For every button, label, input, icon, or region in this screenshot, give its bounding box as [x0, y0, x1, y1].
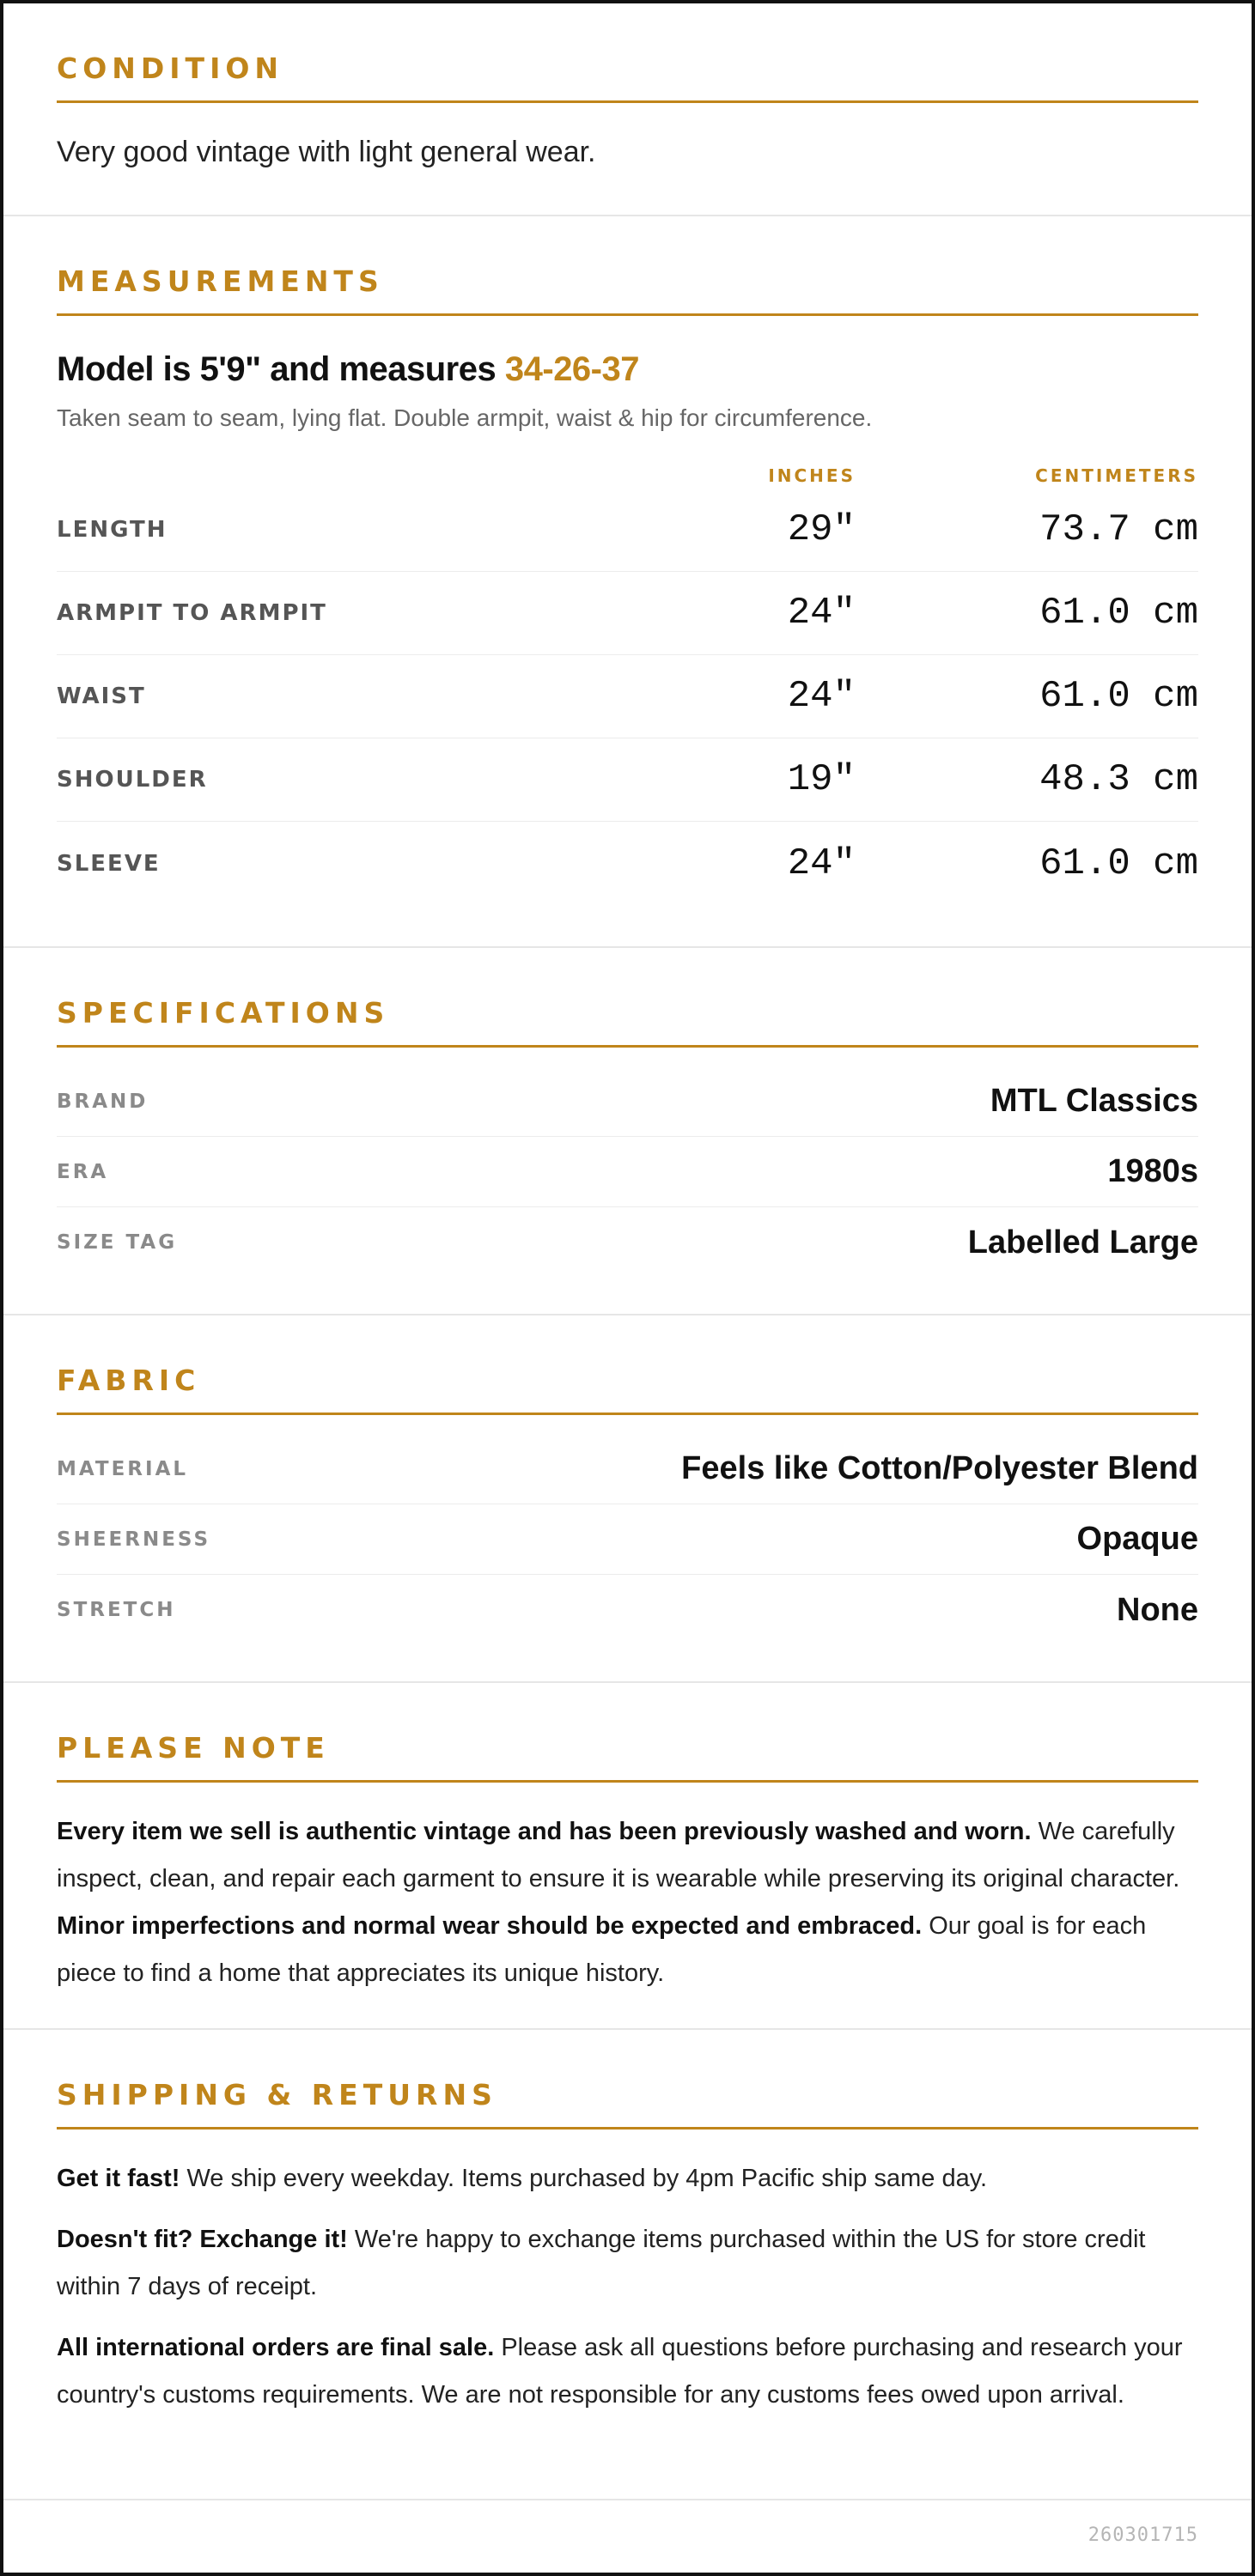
measurement-row — [57, 655, 1198, 738]
spec-key: SIZE TAG — [57, 1231, 178, 1254]
measurement-table — [57, 489, 1198, 905]
note-text-1: We carefully inspect, clean, and repair each garment to ensure it is wearable while preserving its original character. — [57, 1818, 1180, 1893]
spec-key: ERA — [57, 1160, 109, 1183]
measurement-cm: 73.7 cm — [1039, 508, 1198, 551]
fabric-value: Opaque — [1076, 1521, 1198, 1557]
fabric-key: SHEERNESS — [57, 1528, 211, 1551]
condition-title: CONDITION — [57, 52, 1198, 103]
shipping-text-2: We're happy to exchange items purchased within the US for store credit within 7 days of receipt. — [57, 2226, 1146, 2300]
note-bold-1: Every item we sell is authentic vintage and has been previously washed and worn. — [57, 1818, 1032, 1845]
measurement-inches: 24" — [787, 592, 856, 635]
measurement-inches: 29" — [787, 508, 856, 551]
measurement-label: ARMPIT TO ARMPIT — [57, 600, 327, 626]
condition-text: Very good vintage with light general wear. — [57, 136, 596, 168]
model-measures: 34-26-37 — [504, 350, 639, 388]
note-text-2: Our goal is for each piece to find a home that appreciates its unique history. — [57, 1912, 1147, 1987]
measurement-label: SLEEVE — [57, 850, 161, 877]
model-measurements — [57, 350, 1198, 389]
measurements-title: MEASUREMENTS — [57, 264, 1198, 316]
measurement-row — [57, 822, 1198, 905]
shipping-bold-2: Doesn't fit? Exchange it! — [57, 2226, 348, 2253]
measurement-label: LENGTH — [57, 517, 168, 543]
measurement-cm: 61.0 cm — [1039, 592, 1198, 635]
specifications-section — [3, 948, 1252, 1315]
measurement-row — [57, 489, 1198, 572]
spec-value: 1980s — [1107, 1153, 1198, 1189]
fabric-row-stretch — [57, 1575, 1198, 1645]
spec-row-brand — [57, 1066, 1198, 1137]
fabric-key: MATERIAL — [57, 1457, 189, 1480]
shipping-text-3: Please ask all questions before purchasing and research your country's customs requirements. We are not responsible for any customs fees owed upon arrival. — [57, 2334, 1183, 2409]
measurement-cm: 61.0 cm — [1039, 841, 1198, 885]
shipping-title: SHIPPING & RETURNS — [57, 2078, 1198, 2129]
measurements-section — [3, 216, 1252, 948]
fabric-list — [57, 1434, 1198, 1645]
shipping-paragraph-exchange — [57, 2216, 1198, 2311]
measurement-row — [57, 572, 1198, 655]
note-bold-2: Minor imperfections and normal wear should be expected and embraced. — [57, 1912, 923, 1940]
spec-key: BRAND — [57, 1090, 149, 1113]
model-prefix: Model is 5'9" and measures — [57, 350, 497, 388]
measurement-table-header — [57, 463, 1198, 489]
fabric-value: None — [1117, 1591, 1198, 1628]
shipping-text-1: We ship every weekday. Items purchased by 4pm Pacific ship same day. — [180, 2165, 988, 2192]
specifications-list — [57, 1066, 1198, 1278]
spec-row-era — [57, 1137, 1198, 1207]
measurement-cm: 61.0 cm — [1039, 675, 1198, 718]
please-note-section — [3, 1683, 1252, 2030]
measurement-inches: 19" — [787, 758, 856, 801]
measurement-label: SHOULDER — [57, 767, 208, 793]
condition-section — [3, 3, 1252, 216]
fabric-section — [3, 1315, 1252, 1683]
measurement-inches: 24" — [787, 675, 856, 718]
footer — [3, 2500, 1252, 2569]
measurement-note: Taken seam to seam, lying flat. Double armpit, waist & hip for circumference. — [57, 404, 873, 431]
measurement-row — [57, 738, 1198, 822]
shipping-paragraph-international — [57, 2324, 1198, 2419]
sku-number: 260301715 — [1087, 2524, 1198, 2546]
spec-value: MTL Classics — [990, 1083, 1198, 1119]
inches-column-header: INCHES — [768, 465, 856, 486]
specifications-title: SPECIFICATIONS — [57, 996, 1198, 1048]
centimeters-column-header: CENTIMETERS — [1035, 465, 1198, 486]
please-note-title: PLEASE NOTE — [57, 1731, 1198, 1783]
fabric-title: FABRIC — [57, 1364, 1198, 1415]
shipping-bold-3: All international orders are final sale. — [57, 2334, 495, 2361]
please-note-text — [57, 1808, 1198, 1997]
fabric-value: Feels like Cotton/Polyester Blend — [681, 1450, 1198, 1486]
measurement-inches: 24" — [787, 841, 856, 885]
spec-value: Labelled Large — [967, 1224, 1198, 1261]
measurement-cm: 48.3 cm — [1039, 758, 1198, 801]
shipping-bold-1: Get it fast! — [57, 2165, 180, 2192]
fabric-key: STRETCH — [57, 1599, 176, 1621]
fabric-row-sheerness — [57, 1504, 1198, 1575]
fabric-row-material — [57, 1434, 1198, 1504]
shipping-paragraph-fast — [57, 2155, 1198, 2202]
spec-row-size-tag — [57, 1207, 1198, 1278]
shipping-returns-section — [3, 2030, 1252, 2500]
measurement-label: WAIST — [57, 683, 146, 709]
